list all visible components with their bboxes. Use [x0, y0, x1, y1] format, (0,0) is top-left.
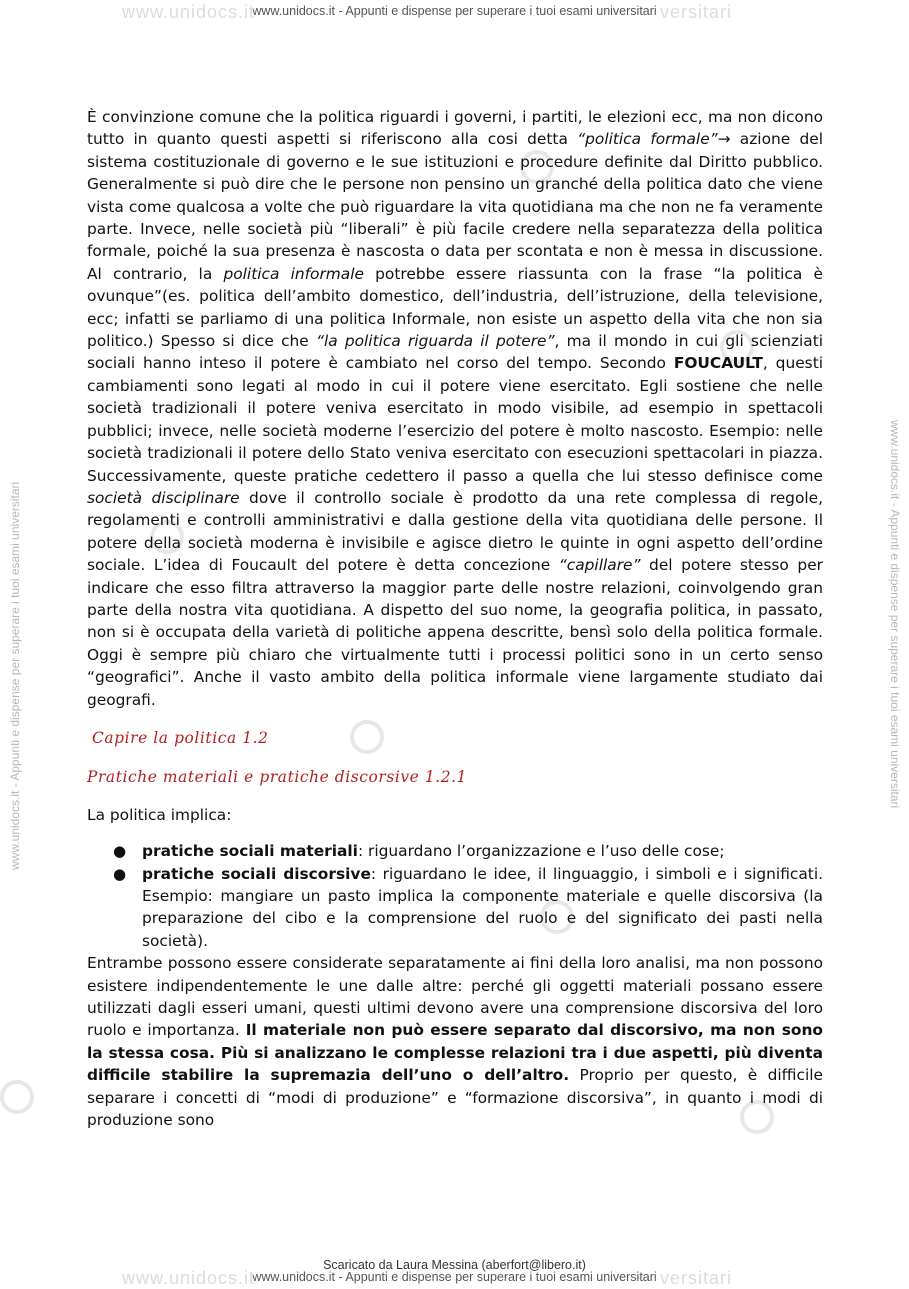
text-run: dove il controllo sociale è prodotto da una rete complessa di regole, regolamenti e controlli amministrativi e dalla gestione della vita quotidiana delle persone. Il potere della società moderna è invisibile e agisce dietro le quinte in ogni aspetto dell’ordine sociale. L’idea di Foucault del potere è detta concezione: [87, 488, 823, 575]
bullet-icon: ●: [113, 842, 127, 861]
italic-text: “la politica riguarda il potere”: [315, 332, 555, 351]
footer-ghost-watermark-left: www.unidocs.it: [122, 1268, 256, 1288]
footer-watermark-text: www.unidocs.it - Appunti e dispense per superare i tuoi esami universitari: [252, 1270, 657, 1284]
side-watermark-right: www.unidocs.it - Appunti e dispense per superare i tuoi esami universitari: [888, 420, 902, 809]
text-run: del potere stesso per indicare che esso filtra attraverso la maggior parte delle nostre relazioni, coinvolgendo gran parte della nostra vita quotidiana. A dispetto del suo nome, la geografia politica, in passato, non si è occupata della varietà di politiche appena descritte, bensì solo della politica formale. Oggi è sempre più chiaro che virtualmente tutti i processi politici sono in un certo senso “geografici”. Anche il vasto ambito della politica informale viene largamente studiato dai geografi.: [87, 556, 823, 709]
header-watermark: [0, 2, 909, 22]
text-run: : riguardano le idee, il linguaggio, i simboli e i significati. Esempio: mangiare un pasto implica la componente materiale e quelle discorsiva (la preparazione del cibo e la comprensione del ruolo e del significato dei pasti nella società).: [142, 864, 823, 950]
practices-list: [87, 840, 823, 952]
italic-text: “capillare”: [558, 556, 641, 575]
text-run: potrebbe essere riassunta con la frase “la politica è ovunque”(es. politica dell’ambito domestico, dell’industria, dell’istruzione, della televisione, ecc; infatti se parliamo di una politica Informale, non esiste un aspetto della vita che non sia politico.) Spesso si dice che: [87, 264, 823, 351]
text-run: Proprio per questo, è difficile separare i concetti di “modi di produzione” e “formazione discorsiva”, in quanto i modi di produzione sono: [87, 1066, 823, 1130]
list-item-material-practices: [87, 840, 823, 862]
download-credit: Scaricato da Laura Messina (aberfort@libero.it): [323, 1258, 586, 1272]
list-item-discursive-practices: [87, 863, 823, 953]
footer-ghost-watermark-right: versitari: [660, 1268, 733, 1288]
footer-watermark: [0, 1268, 909, 1288]
list-item-text: [142, 865, 823, 950]
document-body: [87, 106, 823, 1131]
text-run: Entrambe possono essere considerate separatamente ai fini della loro analisi, ma non possono esistere indipendentemente le une dalle altre: perché gli oggetti materiali possano essere utilizzati dagli esseri umani, questi ultimi devono avere una comprensione discorsiva del loro ruolo e importanza.: [87, 954, 823, 1040]
italic-text: società disciplinare: [87, 488, 240, 507]
text-run: , questi cambiamenti sono legati al modo in cui il potere viene esercitato. Egli sostiene che nelle società tradizionali il potere veniva esercitato in modo visibile, ad esempio in spettacoli pubblici; invece, nelle società moderne l’esercizio del potere è molto nascosto. Esempio: nelle società tradizionali il potere dello Stato veniva esercitato con esecuzioni spettacolari in piazza. Successivamente, queste pratiche cedettero il passo a quella che lui stesso definisce come: [87, 354, 824, 485]
header-ghost-watermark-left: www.unidocs.it: [122, 2, 256, 22]
list-intro: La politica implica:: [87, 805, 232, 824]
italic-text: politica informale: [223, 264, 364, 283]
paragraph-materiale-discorsivo: [87, 952, 823, 1131]
paragraph-politica-formale-informale: [87, 106, 823, 711]
italic-text: “politica formale”: [577, 130, 718, 149]
bold-text: FOUCAULT: [673, 354, 763, 373]
bullet-icon: ●: [113, 864, 127, 883]
bold-text: pratiche sociali discorsive: [142, 864, 371, 883]
bold-text: pratiche sociali materiali: [142, 842, 358, 861]
bold-text: Il materiale non può essere separato dal discorsivo, ma non sono la stessa cosa. Più si analizzano le complesse relazioni tra i due aspetti, più diventa difficile stabilire la supremazia dell’uno o dell’altro.: [87, 1021, 823, 1085]
text-run: → azione del sistema costituzionale di governo e le sue istituzioni e procedure definite dal Diritto pubblico. Generalmente si può dire che le persone non pensino un granché della politica dato che viene vista come qualcosa a volte che può riguardare la vita quotidiana ma che non ne fa veramente parte. Invece, nelle società più “liberali” è più facile credere nella separatezza della politica formale, poiché la sua presenza è nascosta o data per scontata e non è messa in discussione. Al contrario, la: [87, 130, 823, 283]
header-watermark-text: www.unidocs.it - Appunti e dispense per superare i tuoi esami universitari: [252, 4, 657, 18]
side-watermark-left: www.unidocs.it - Appunti e dispense per superare i tuoi esami universitari: [8, 481, 22, 870]
header-ghost-watermark-right: versitari: [660, 2, 733, 22]
section-heading: Capire la politica 1.2: [92, 728, 269, 747]
text-run: , ma il mondo in cui gli scienziati sociali hanno inteso il potere è cambiato nel corso del tempo. Secondo: [87, 332, 823, 373]
subsection-heading: Pratiche materiali e pratiche discorsive 1.2.1: [87, 768, 467, 787]
list-item-text: [142, 842, 725, 860]
text-run: : riguardano l’organizzazione e l’uso delle cose;: [357, 842, 725, 861]
watermark-logo-icon: [0, 1080, 34, 1114]
text-run: È convinzione comune che la politica riguardi i governi, i partiti, le elezioni ecc, ma non dicono tutto in quanto questi aspetti si riferiscono alla cosi detta: [87, 108, 823, 149]
